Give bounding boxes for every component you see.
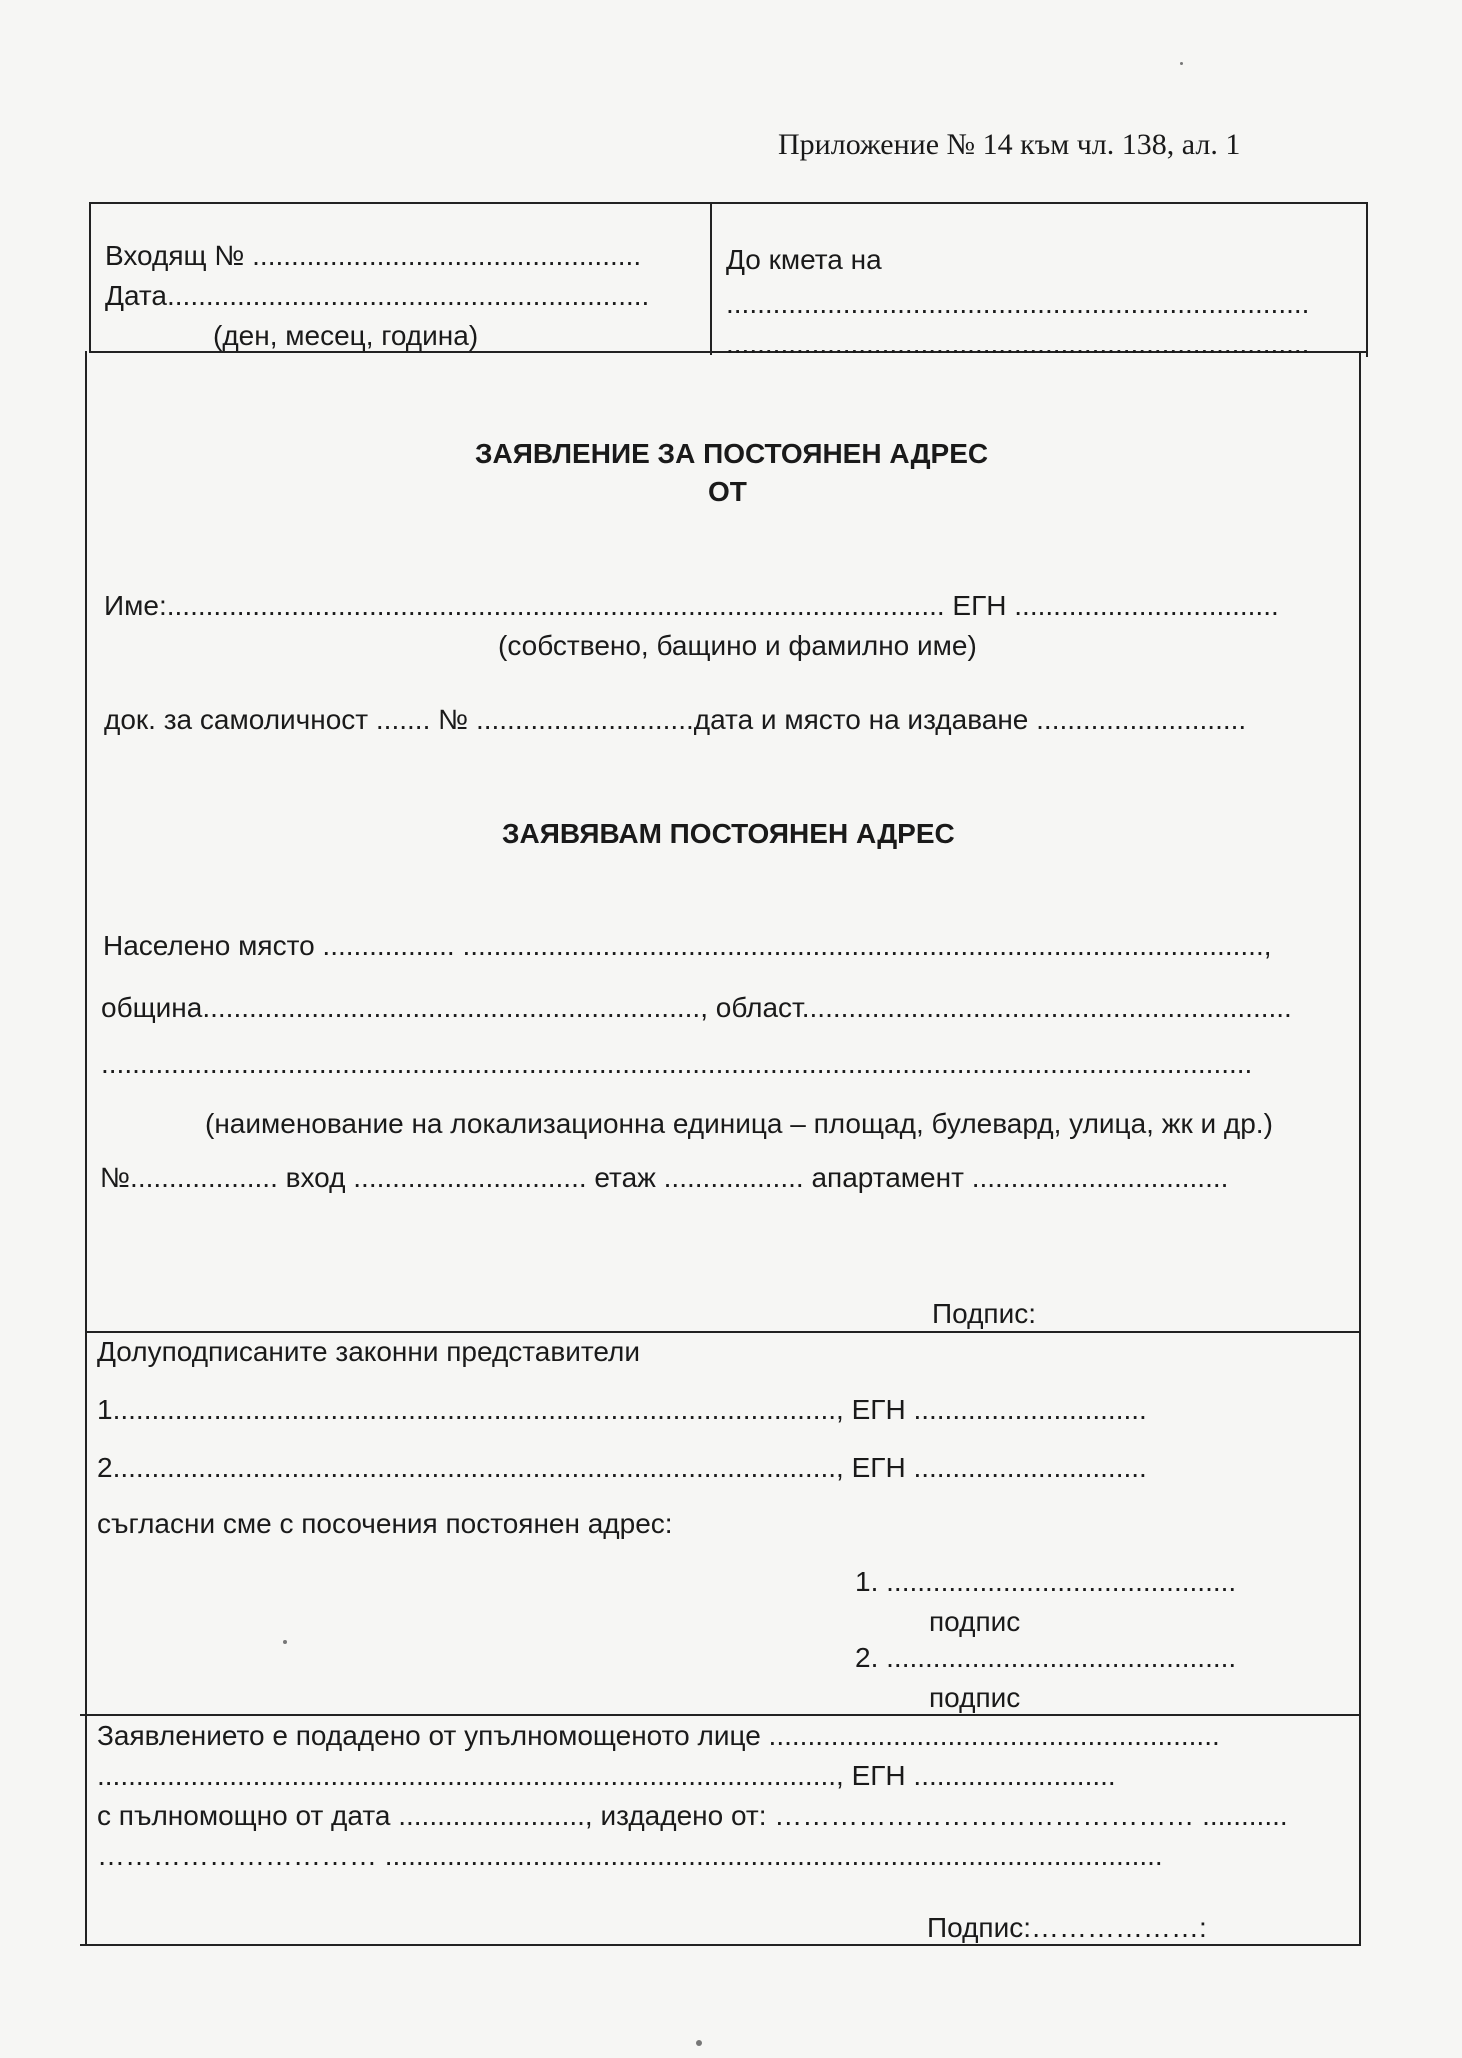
frame-right-main-line: [1359, 351, 1361, 1946]
form-title-from: ОТ: [708, 476, 747, 507]
proxy-signature-field[interactable]: Подпис:………………:: [927, 1912, 1207, 1943]
proxy-person-field[interactable]: Заявлението е подадено от упълномощеното лице ..........................................................: [97, 1720, 1220, 1751]
scan-speck: [696, 2040, 702, 2046]
mayor-line-2[interactable]: ...........................................................................: [726, 328, 1310, 359]
power-of-attorney-field[interactable]: с пълномощно от дата ........................, издадено от: ……………………………………… ...........: [97, 1800, 1288, 1831]
representative-2-signature-label: подпис: [929, 1682, 1021, 1713]
consent-text: съгласни сме с посочения постоянен адрес:: [97, 1508, 673, 1539]
representative-1-field[interactable]: 1............................................................................................., ЕГН ..............................: [97, 1394, 1147, 1425]
frame-left-line: [89, 202, 91, 351]
frame-bottom-line: [80, 1944, 1361, 1946]
section-divider-proxy: [80, 1714, 1361, 1716]
declare-address-title: ЗАЯВЯВАМ ПОСТОЯНЕН АДРЕС: [502, 818, 955, 849]
section-divider-representatives: [85, 1331, 1361, 1333]
mayor-line-1[interactable]: ...........................................................................: [726, 288, 1310, 319]
scan-speck: [283, 1640, 287, 1644]
to-mayor-label: До кмета на: [726, 244, 882, 275]
frame-top-line: [89, 202, 1368, 204]
settlement-field[interactable]: Населено място ................. .......................................................................................................,: [103, 930, 1272, 961]
header-divider-vertical: [710, 202, 712, 355]
date-field[interactable]: Дата..............................................................: [105, 280, 650, 311]
address-number-row[interactable]: №................... вход .............................. етаж .................. апартамент .................................: [100, 1162, 1229, 1193]
representative-2-field[interactable]: 2............................................................................................., ЕГН ..............................: [97, 1452, 1147, 1483]
incoming-number-field[interactable]: Входящ № ..................................................: [105, 240, 642, 271]
frame-right-upper-line: [1366, 202, 1368, 357]
applicant-name-hint: (собствено, бащино и фамилно име): [498, 630, 977, 661]
representatives-title: Долуподписаните законни представители: [97, 1336, 641, 1367]
representative-1-signature-label: подпис: [929, 1606, 1021, 1637]
form-title: ЗАЯВЛЕНИЕ ЗА ПОСТОЯНЕН АДРЕС: [475, 438, 989, 469]
representative-2-signature-field[interactable]: 2. .............................................: [855, 1642, 1237, 1673]
scan-speck: [1180, 62, 1183, 65]
proxy-extra-line[interactable]: ………………………… ....................................................................................................: [97, 1840, 1163, 1871]
municipality-region-field[interactable]: община................................................................, област...............................................................: [101, 992, 1292, 1023]
proxy-egn-field[interactable]: ..............................................................................................., ЕГН ..........................: [97, 1760, 1116, 1791]
frame-left-main-line: [85, 351, 87, 1946]
date-hint: (ден, месец, година): [213, 320, 479, 351]
representative-1-signature-field[interactable]: 1. .............................................: [855, 1566, 1237, 1597]
street-hint: (наименование на локализационна единица – площад, булевард, улица, жк и др.): [205, 1108, 1273, 1139]
applicant-signature-label: Подпис:: [932, 1298, 1037, 1329]
annex-reference: Приложение № 14 към чл. 138, ал. 1: [778, 128, 1241, 161]
applicant-name-field[interactable]: Име:.................................................................................................... ЕГН ..................................: [104, 590, 1279, 621]
identity-document-field[interactable]: док. за самоличност ....... № ............................дата и място на издаване ...........................: [104, 704, 1247, 735]
street-field[interactable]: ....................................................................................................................................................: [101, 1048, 1253, 1079]
